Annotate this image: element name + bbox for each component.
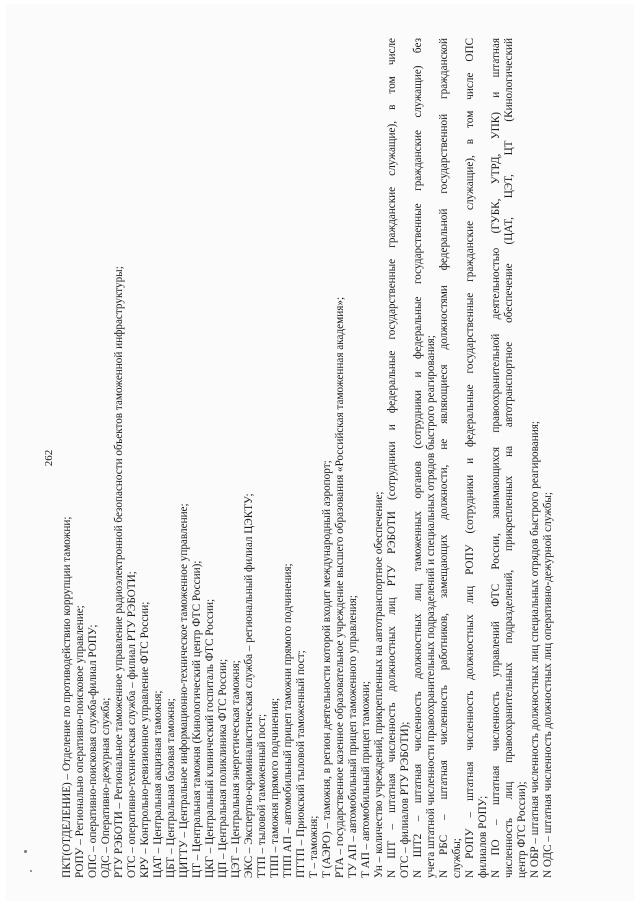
list-line: ТУ АП – автомобильный прицеп таможенного управления;: [347, 595, 359, 878]
list-line: ЭКС – Экспертно-криминалистическая служба – региональный филиал ЦЭКТУ;: [243, 493, 255, 878]
list-line: численность лиц правоохранительных подразделений, прикрепленных на автотранспортное обеспечение (ЦАТ, ЦЭТ, ЦТ (Кинологический: [503, 38, 515, 878]
list-line: Т АП – автомобильный прицеп таможни;: [360, 681, 372, 878]
list-line: ТПП – таможня прямого подчинения;: [269, 697, 281, 878]
list-line: ТТП – тыловой таможенный пост;: [256, 713, 268, 878]
list-line: Т (АЭРО) – таможня, в регион деятельности которой входит международный аэропорт;: [321, 460, 333, 878]
page-number: 262: [43, 449, 55, 467]
list-line: ЦКГ – Центральный клинический госпиталь ФТС России;: [204, 598, 216, 878]
list-line: N РОПУ – штатная численность должностных лиц РОПУ (сотрудники и федеральные государственные гражданские служащие), в том числе ОПС: [464, 38, 476, 878]
list-line: ПТТП – Приокский тыловой таможенный пост;: [295, 650, 307, 878]
list-line: РТА – государственное казенное образовательное учреждение высшего образования «Российская таможенная академия»;: [334, 296, 346, 878]
abbreviation-list: [61, 38, 555, 878]
list-line: ЦИТТУ – Центральное информационно-техническое таможенное управление;: [178, 503, 190, 878]
list-line: службы;: [451, 838, 463, 878]
list-line: Т – таможня;: [308, 815, 320, 878]
list-line: КРУ – Контрольно-ревизионное управление ФТС России;: [139, 601, 151, 878]
scan-speck: [30, 870, 32, 872]
list-line: N ПО – штатная численность управлений ФТС России, занимающихся правоохранительной деятельностью (ГУБК, УТРД, УПК) и штатная: [490, 38, 502, 878]
list-line: N ОБР – штатная численность должностных лиц специальных отрядов быстрого реагирования;: [529, 421, 541, 878]
list-line: ЦБТ – Центральная базовая таможня;: [165, 698, 177, 878]
list-line: центр ФТС России);: [516, 781, 528, 878]
list-line: ОТС – филиалов РТУ РЭБОТИ);: [399, 721, 411, 878]
list-line: N РБС – штатная численность работников, замещающих должности, не являющиеся должностями федеральной государственной гражданской: [438, 38, 450, 878]
list-line: филиалов РОПУ;: [477, 795, 489, 878]
list-line: N ШТ – штатная численность должностных лиц РТУ РЭБОТИ (сотрудники и федеральные государственные гражданские служащие), в том числе: [386, 38, 398, 878]
list-line: ЦАТ – Центральная акцизная таможня;: [152, 690, 164, 878]
list-line: N ШТ2 – штатная численность должностных лиц таможенных органов (сотрудники и федеральные государственные гражданские служащие) без: [412, 38, 424, 878]
list-line: Ун – количество учреждений, прикрепленных на автотранспортное обеспечение;: [373, 491, 385, 878]
list-line: ЦЭТ – Центральная энергетическая таможня;: [230, 660, 242, 878]
list-line: РТУ РЭБОТИ – Региональное таможенное управление радиоэлектронной безопасности объектов таможенной инфраструктуры;: [113, 266, 125, 878]
list-line: ЦП – Центральная поликлиника ФТС России;: [217, 658, 229, 878]
list-line: ТПП АП – автомобильный прицеп таможни прямого подчинения;: [282, 563, 294, 878]
list-line: N ОДС – штатная численность должностных лиц оперативно-дежурной службы;: [542, 491, 554, 878]
list-line: РОПУ – Регионально оперативно-поисковое управление;: [74, 605, 86, 878]
list-line: ОТС – оперативно-техническая служба – филиал РТУ РЭБОТИ;: [126, 571, 138, 878]
list-line: ОПС – оперативно-поисковая служба-филиал РОПУ;: [87, 624, 99, 878]
list-line: ЦТ – Центральная таможня (Кинологический центр ФТС России);: [191, 560, 203, 878]
list-line: ПКТ(ОТДЕЛЕНИЕ) – Отделение по противодействию коррупции таможни;: [61, 516, 73, 878]
list-line: учета штатной численности правоохранительных подразделений и специальных отрядов быстрого реагирования;: [425, 335, 437, 878]
rotated-document-page: [35, 28, 635, 888]
list-line: ОДС – Оперативно-дежурная служба;: [100, 697, 112, 878]
scan-speck: [24, 850, 27, 853]
